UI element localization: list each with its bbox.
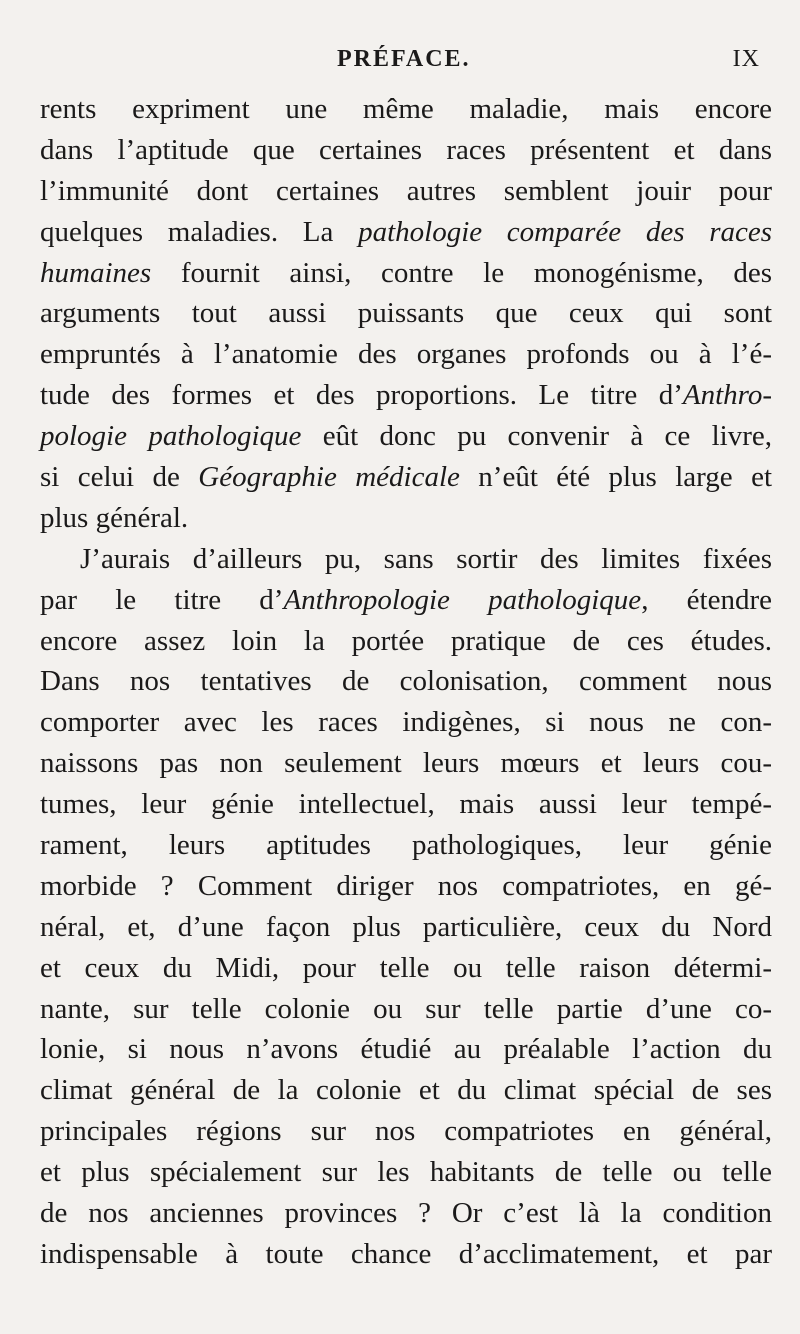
text-line: [40, 89, 772, 130]
page-number: IX: [732, 46, 760, 72]
text-line: [40, 1193, 772, 1234]
line-text: naissons pas non seulement leurs mœurs et leurs cou-: [40, 747, 772, 780]
line-text: principales régions sur nos compatriotes en général,: [40, 1115, 772, 1148]
line-text: rents expriment une même maladie, mais encore: [40, 93, 772, 125]
italic-title: pologie pathologique: [40, 420, 302, 453]
text-line: [40, 621, 772, 662]
line-text: empruntés à l’anatomie des organes profonds ou à l’é-: [40, 338, 772, 371]
text-line: [40, 375, 772, 416]
italic-title: Anthropologie pathologique: [283, 583, 642, 616]
line-text: tude des formes et des proportions. Le titre d’: [40, 379, 683, 412]
text-line: [40, 130, 772, 171]
text-line: [40, 293, 772, 334]
italic-title: Géographie médicale: [198, 461, 460, 494]
text-line: [40, 212, 772, 253]
text-line: [40, 948, 772, 989]
text-line: [40, 498, 772, 539]
text-line: [40, 825, 772, 866]
line-text: de nos anciennes provinces ? Or c’est là la condition: [40, 1197, 772, 1230]
text-line: [40, 784, 772, 825]
line-text: rament, leurs aptitudes pathologiques, leur génie: [40, 829, 772, 862]
line-text: n’eût été plus large et: [459, 461, 772, 494]
text-line: [40, 1070, 772, 1111]
line-text: et ceux du Midi, pour telle ou telle raison détermi-: [40, 951, 772, 984]
line-text: dans l’aptitude que certaines races présentent et dans: [40, 133, 772, 166]
page-header: [80, 46, 776, 76]
text-line: [40, 334, 772, 375]
line-text: plus général.: [40, 501, 189, 534]
body-text: [40, 89, 772, 1275]
italic-title: Anthro-: [682, 379, 772, 412]
line-text: l’immunité dont certaines autres semblent jouir pour: [40, 174, 772, 207]
text-line: [40, 1152, 772, 1193]
italic-title: pathologie comparée des races: [358, 215, 773, 248]
line-text: encore assez loin la portée pratique de ces études.: [40, 624, 772, 657]
line-text: lonie, si nous n’avons étudié au préalable l’action du: [40, 1033, 772, 1066]
text-line: [40, 661, 772, 702]
line-text: arguments tout aussi puissants que ceux qui sont: [40, 297, 772, 330]
text-line: [40, 907, 772, 948]
line-text: tumes, leur génie intellectuel, mais aussi leur tempé-: [40, 788, 772, 821]
line-text: par le titre d’: [40, 583, 284, 616]
line-text: indispensable à toute chance d’acclimatement, et par: [40, 1237, 772, 1270]
line-text: climat général de la colonie et du climat spécial de ses: [40, 1074, 772, 1107]
text-line: [40, 743, 772, 784]
text-line: [40, 866, 772, 907]
text-line: [40, 702, 772, 743]
text-line: [40, 539, 772, 580]
line-text: , étendre: [641, 583, 772, 616]
line-text: fournit ainsi, contre le monogénisme, des: [151, 256, 772, 289]
text-line: [40, 171, 772, 212]
line-text: morbide ? Comment diriger nos compatriotes, en gé-: [40, 869, 772, 902]
text-line: [40, 989, 772, 1030]
line-text: Dans nos tentatives de colonisation, comment nous: [40, 665, 772, 698]
text-line: [40, 580, 772, 621]
italic-title: humaines: [40, 256, 152, 289]
line-text: eût donc pu convenir à ce livre,: [301, 420, 773, 453]
line-text: et plus spécialement sur les habitants de telle ou telle: [40, 1156, 772, 1189]
text-line: [40, 1234, 772, 1275]
line-text: si celui de: [40, 461, 199, 494]
text-line: [40, 253, 772, 294]
text-line: [40, 1111, 772, 1152]
text-line: [40, 457, 772, 498]
text-line: [40, 1029, 772, 1070]
running-title: PRÉFACE.: [337, 46, 471, 72]
text-line: [40, 416, 772, 457]
line-text: nante, sur telle colonie ou sur telle partie d’une co-: [40, 992, 772, 1025]
line-text: quelques maladies. La: [40, 215, 359, 248]
line-text: comporter avec les races indigènes, si nous ne con-: [40, 706, 772, 739]
line-text: néral, et, d’une façon plus particulière, ceux du Nord: [40, 910, 772, 943]
line-text: J’aurais d’ailleurs pu, sans sortir des limites fixées: [80, 542, 772, 575]
